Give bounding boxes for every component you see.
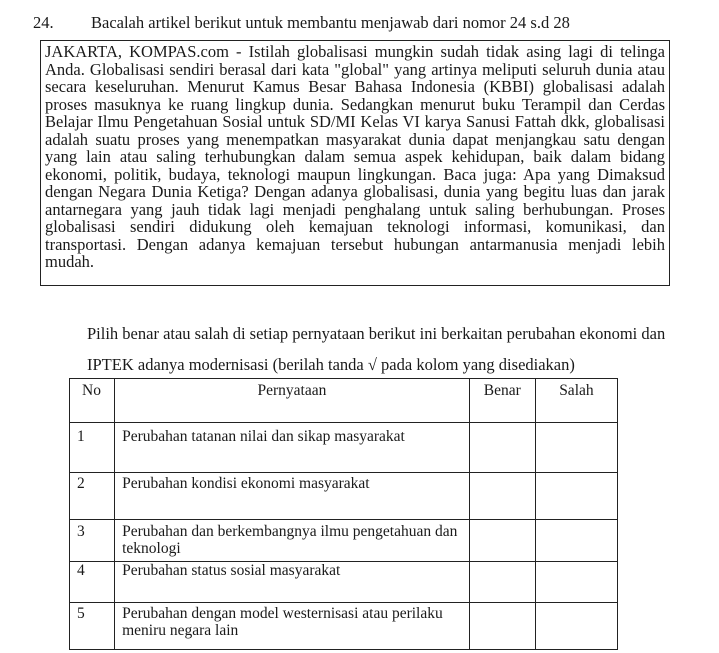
row-statement: Perubahan dan berkembangnya ilmu pengetahuan dan teknologi — [115, 520, 470, 562]
question-number: 24. — [33, 13, 54, 32]
false-answer-cell[interactable] — [535, 473, 617, 520]
true-answer-cell[interactable] — [469, 520, 535, 562]
row-statement: Perubahan status sosial masyarakat — [115, 562, 470, 603]
row-statement: Perubahan tatanan nilai dan sikap masyarakat — [115, 423, 470, 473]
question-heading — [33, 13, 683, 33]
table-row — [70, 520, 618, 562]
statement-table — [69, 378, 618, 650]
instruction-text: Pilih benar atau salah di setiap pernyataan berikut ini berkaitan perubahan ekonomi dan IPTEK adanya modernisasi (berilah tanda √ pada kolom yang disediakan) — [87, 324, 666, 374]
table-row — [70, 473, 618, 520]
header-true: Benar — [469, 379, 535, 423]
true-answer-cell[interactable] — [469, 562, 535, 603]
header-no: No — [70, 379, 115, 423]
true-answer-cell[interactable] — [469, 423, 535, 473]
table-row — [70, 562, 618, 603]
header-false: Salah — [535, 379, 617, 423]
row-number: 4 — [70, 562, 115, 603]
table-row — [70, 423, 618, 473]
false-answer-cell[interactable] — [535, 520, 617, 562]
true-answer-cell[interactable] — [469, 473, 535, 520]
false-answer-cell[interactable] — [535, 603, 617, 650]
header-statement: Pernyataan — [115, 379, 470, 423]
row-number: 2 — [70, 473, 115, 520]
false-answer-cell[interactable] — [535, 423, 617, 473]
row-number: 1 — [70, 423, 115, 473]
article-text: JAKARTA, KOMPAS.com - Istilah globalisasi mungkin sudah tidak asing lagi di telinga Anda. Globalisasi sendiri berasal dari kata "global" yang artinya meliputi seluruh dunia atau secara keseluruhan. Menurut Kamus Besar Bahasa Indonesia (KBBI) globalisasi adalah proses masuknya ke ruang lingkup dunia. Sedangkan menurut buku Terampil dan Cerdas Belajar Ilmu Pengetahuan Sosial untuk SD/MI Kelas VI karya Sanusi Fattah dkk, globalisasi adalah suatu proses yang menempatkan masyarakat dunia dapat menjangkau satu dengan yang lain atau saling terhubungkan dalam semua aspek kehidupan, baik dalam bidang ekonomi, politik, budaya, teknologi maupun lingkungan. Baca juga: Apa yang Dimaksud dengan Negara Dunia Ketiga? Dengan adanya globalisasi, dunia yang begitu luas dan jarak antarnegara yang jauh tidak lagi menjadi penghalang untuk saling berhubungan. Proses globalisasi sendiri didukung oleh kemajuan teknologi informasi, komunikasi, dan transportasi. Dengan adanya kemajuan tersebut hubungan antarmanusia menjadi lebih mudah. — [45, 42, 665, 271]
table-row — [70, 603, 618, 650]
row-number: 3 — [70, 520, 115, 562]
false-answer-cell[interactable] — [535, 562, 617, 603]
true-answer-cell[interactable] — [469, 603, 535, 650]
question-title: Bacalah artikel berikut untuk membantu menjawab dari nomor 24 s.d 28 — [91, 13, 570, 32]
row-statement: Perubahan dengan model westernisasi atau perilaku meniru negara lain — [115, 603, 470, 650]
article-box — [40, 40, 670, 286]
table-header-row — [70, 379, 618, 423]
row-number: 5 — [70, 603, 115, 650]
row-statement: Perubahan kondisi ekonomi masyarakat — [115, 473, 470, 520]
